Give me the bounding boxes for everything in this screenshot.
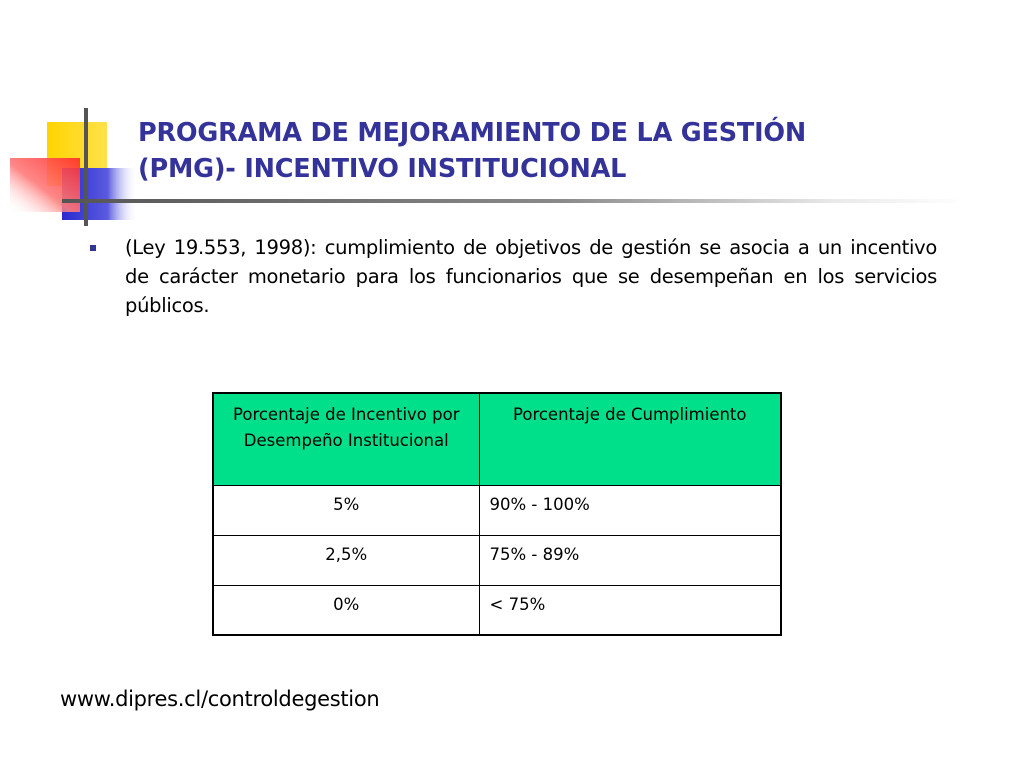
incentive-table [212, 392, 782, 636]
table-cell-compliance: < 75% [479, 585, 781, 635]
decor-vertical-line [84, 108, 88, 226]
bullet-text: (Ley 19.553, 1998): cumplimiento de objetivos de gestión se asocia a un incentivo de carácter monetario para los funcionarios que se desempeñan en los servicios públicos. [125, 236, 937, 317]
table-row [213, 535, 781, 585]
table-header-row [213, 393, 781, 485]
table-header-incentive [213, 393, 479, 485]
table-cell-incentive: 5% [213, 485, 479, 535]
table-cell-compliance: 75% - 89% [479, 535, 781, 585]
slide-title-line-2: (PMG)- INCENTIVO INSTITUCIONAL [138, 154, 627, 184]
table-header-compliance-label: Porcentaje de Cumplimiento [512, 405, 747, 424]
table-cell-compliance: 90% - 100% [479, 485, 781, 535]
slide-title-line-1: PROGRAMA DE MEJORAMIENTO DE LA GESTIÓN [138, 118, 807, 148]
bullet-square-icon [90, 245, 96, 251]
source-url: www.dipres.cl/controldegestion [60, 687, 380, 711]
slide-title [138, 115, 998, 187]
table-cell-incentive: 2,5% [213, 535, 479, 585]
table-header-compliance [479, 393, 781, 485]
table-cell-incentive: 0% [213, 585, 479, 635]
decor-red-square [10, 158, 80, 212]
table-row [213, 585, 781, 635]
table-row [213, 485, 781, 535]
table-header-incentive-label: Porcentaje de Incentivo por Desempeño Institucional [232, 405, 460, 450]
decorative-squares [0, 0, 150, 230]
title-underline [62, 199, 968, 203]
